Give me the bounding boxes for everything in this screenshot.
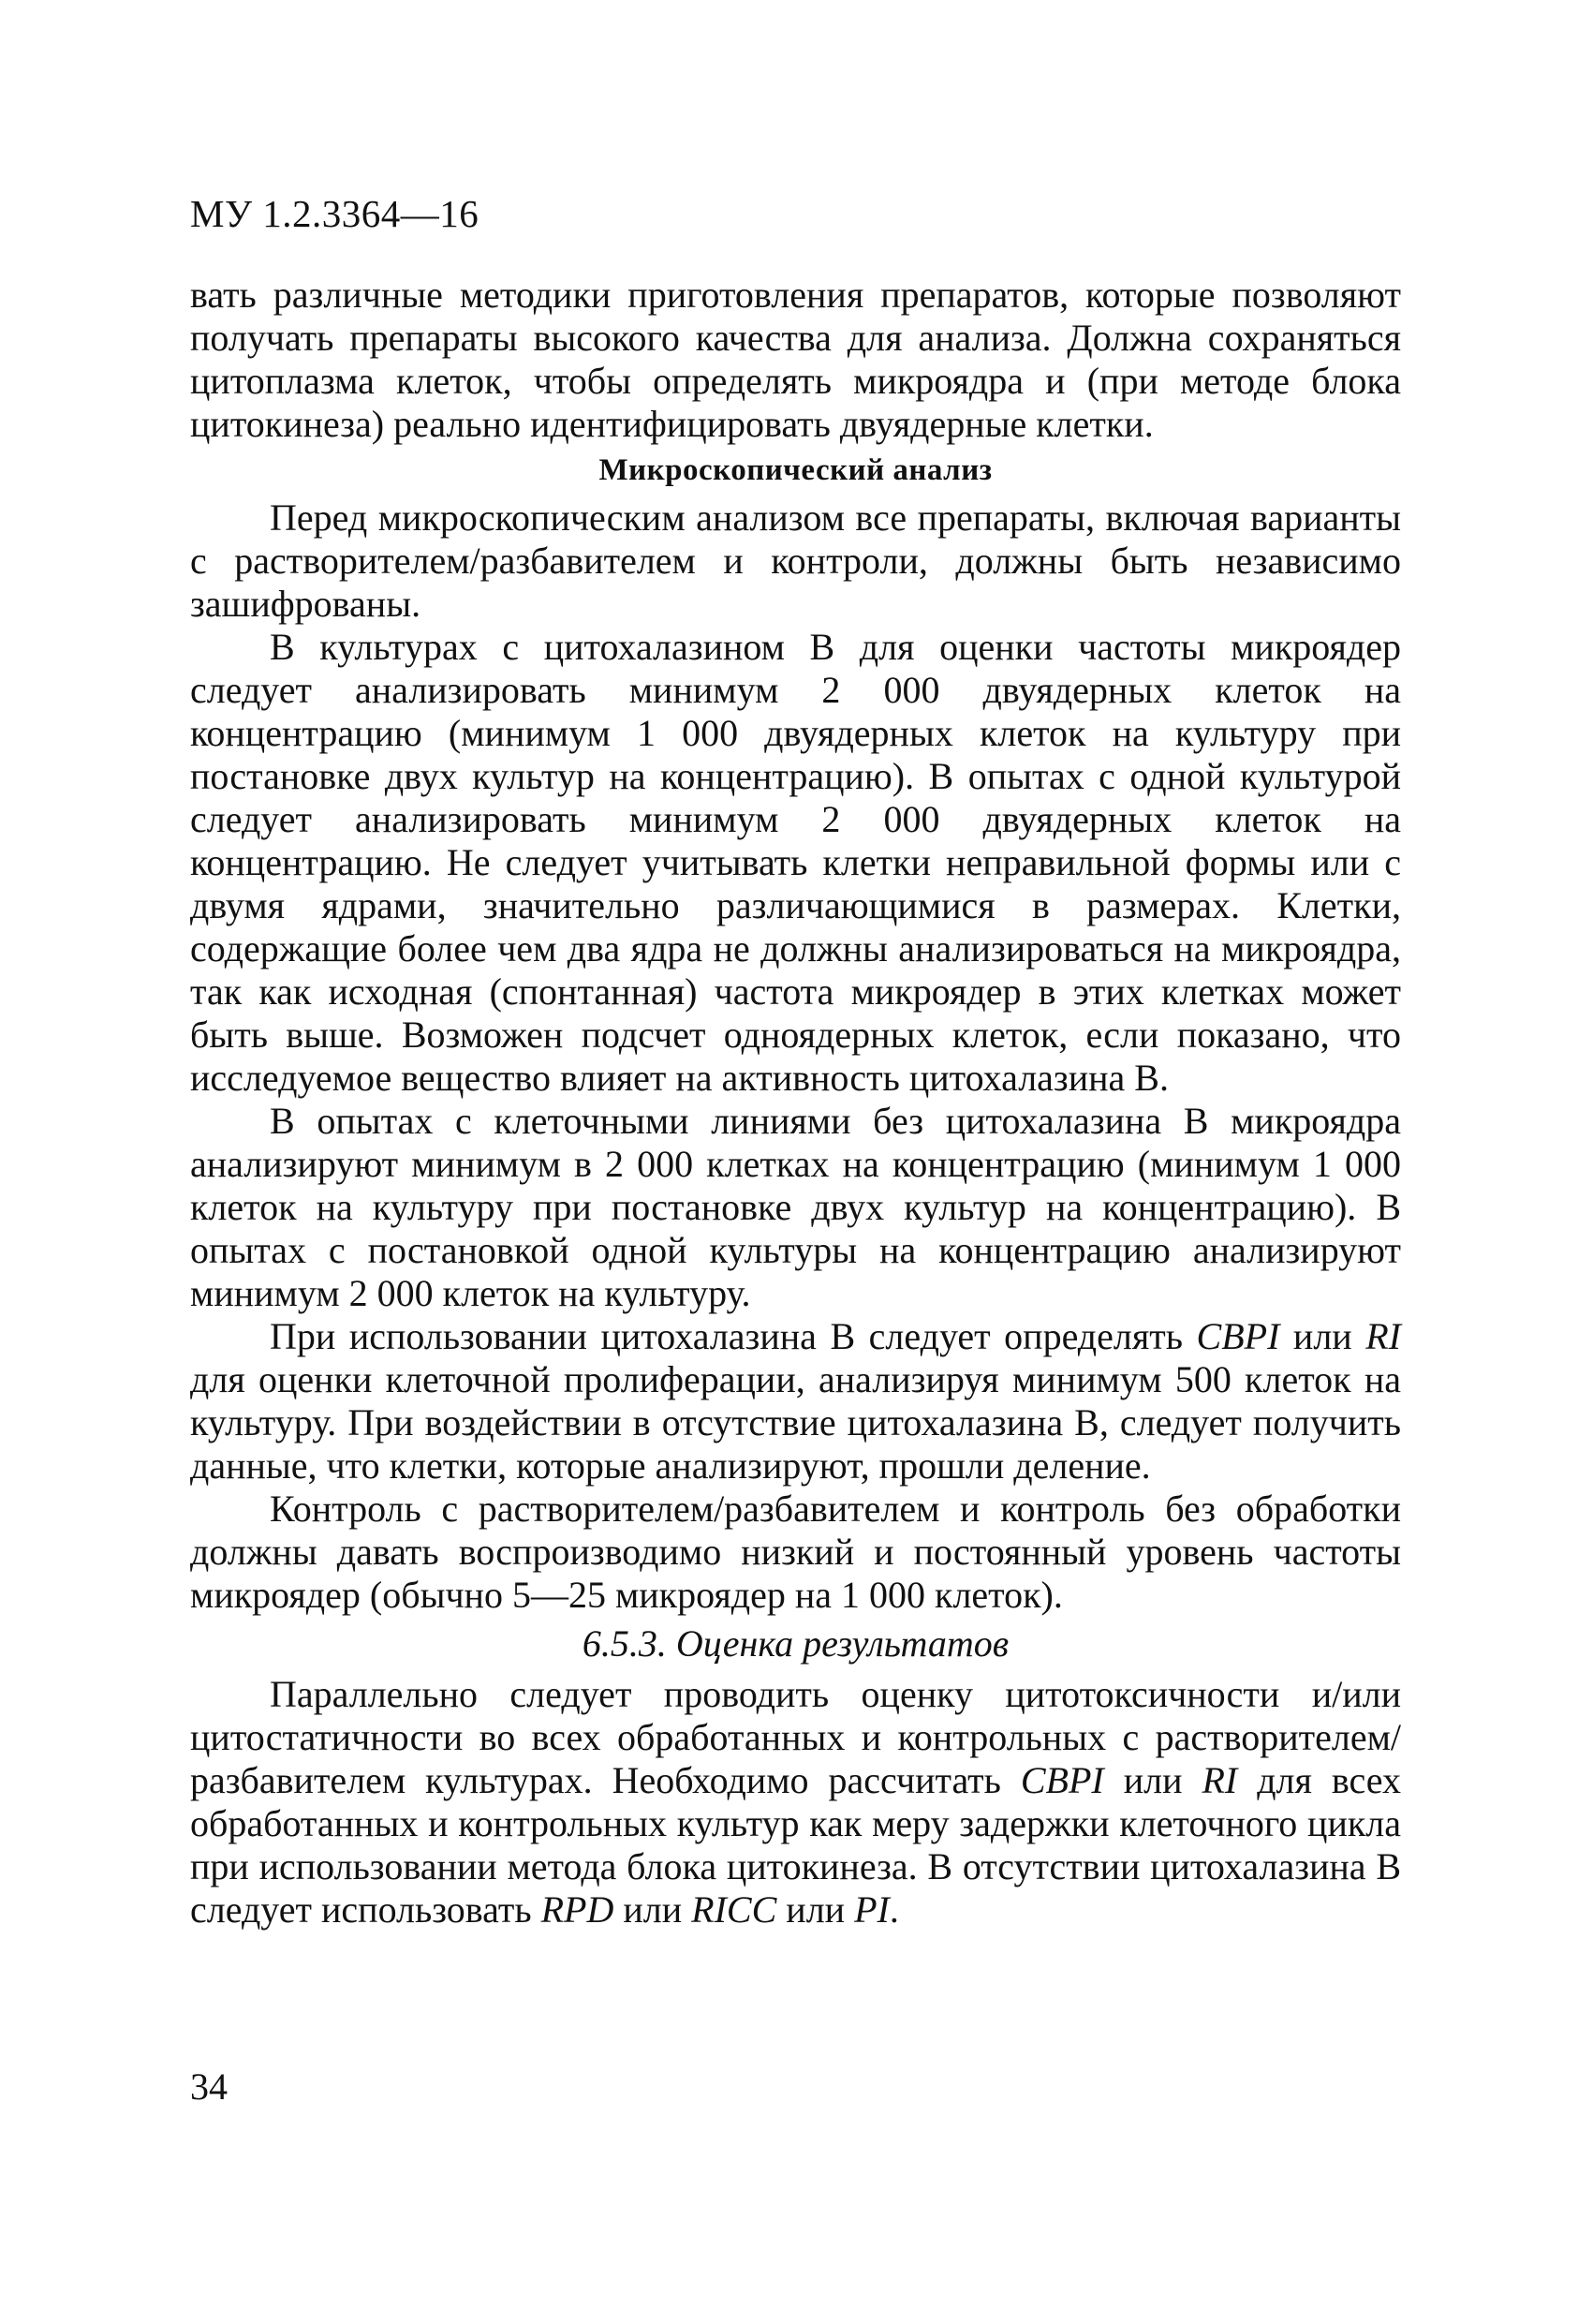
term-pi: PI xyxy=(854,1888,890,1931)
continued-paragraph: вать различные методики приготовления препаратов, которые позволяют получать препараты высокого качества для анализа. Должна сохраняться цитоплазма клеток, чтобы определять микроядра и (при методе блока цитокинеза) реально идентифицировать двуядерные клетки. xyxy=(190,274,1401,445)
term-ri: RI xyxy=(1202,1759,1238,1801)
text-run: При использовании цитохалазина В следует определять xyxy=(270,1315,1197,1357)
text-run: Параллельно следует проводить оценку цитотоксичности и/или цитостатичности во всех обработанных и контрольных с растворителем/разбавителем культурах. Необходимо рассчитать xyxy=(190,1673,1401,1801)
paragraph-blinding: Перед микроскопическим анализом все препараты, включая варианты с растворителем/разбавителем и контроли, должны быть независимо зашифрованы. xyxy=(190,496,1401,625)
text-run: или xyxy=(776,1888,855,1931)
paragraph-controls: Контроль с растворителем/разбавителем и контроль без обработки должны давать воспроизводимо низкий и постоянный уровень частоты микроядер (обычно 5—25 микроядер на 1 000 клеток). xyxy=(190,1488,1401,1616)
text-run: или xyxy=(1279,1315,1366,1357)
text-run: . xyxy=(889,1888,899,1931)
document-body xyxy=(190,274,1401,1932)
text-run: для оценки клеточной пролиферации, анализируя минимум 500 клеток на культуру. При воздействии в отсутствие цитохалазина В, следует получить данные, что клетки, которые анализируют, прошли деление. xyxy=(190,1358,1401,1487)
term-ri: RI xyxy=(1365,1315,1401,1357)
term-rpd: RPD xyxy=(540,1888,614,1931)
paragraph-results xyxy=(190,1673,1401,1932)
text-run: или xyxy=(613,1888,692,1931)
text-run: или xyxy=(1103,1759,1202,1801)
subsection-heading-results: 6.5.3. Оценка результатов xyxy=(582,1622,1010,1665)
term-ricc: RICC xyxy=(691,1888,777,1931)
document-code-header: МУ 1.2.3364—16 xyxy=(190,192,479,235)
term-cbpi: CBPI xyxy=(1196,1315,1280,1357)
paragraph-proliferation xyxy=(190,1315,1401,1488)
term-cbpi: CBPI xyxy=(1020,1759,1104,1801)
section-heading-microscopic-analysis: Микроскопический анализ xyxy=(598,453,993,487)
text-run: для всех обработанных и контрольных культур как меру задержки клеточного цикла при использовании метода блока цитокинеза. В отсутствии цитохалазина В следует использовать xyxy=(190,1759,1401,1931)
paragraph-cytochalasin-cultures: В культурах с цитохалазином В для оценки частоты микроядер следует анализировать минимум 2 000 двуядерных клеток на концентрацию (минимум 1 000 двуядерных клеток на культуру при постановке двух культур на концентрацию). В опытах с одной культурой следует анализировать минимум 2 000 двуядерных клеток на концентрацию. Не следует учитывать клетки неправильной формы или с двумя ядрами, значительно различающимися в размерах. Клетки, содержащие более чем два ядра не должны анализироваться на микроядра, так как исходная (спонтанная) частота микроядер в этих клетках может быть выше. Возможен подсчет одноядерных клеток, если показано, что исследуемое вещество влияет на активность цитохалазина В. xyxy=(190,626,1401,1099)
page-number: 34 xyxy=(190,2065,228,2108)
paragraph-cell-lines: В опытах с клеточными линиями без цитохалазина В микроядра анализируют минимум в 2 000 клетках на концентрацию (минимум 1 000 клеток на культуру при постановке двух культур на концентрацию). В опытах с постановкой одной культуры на концентрацию анализируют минимум 2 000 клеток на культуру. xyxy=(190,1100,1401,1314)
